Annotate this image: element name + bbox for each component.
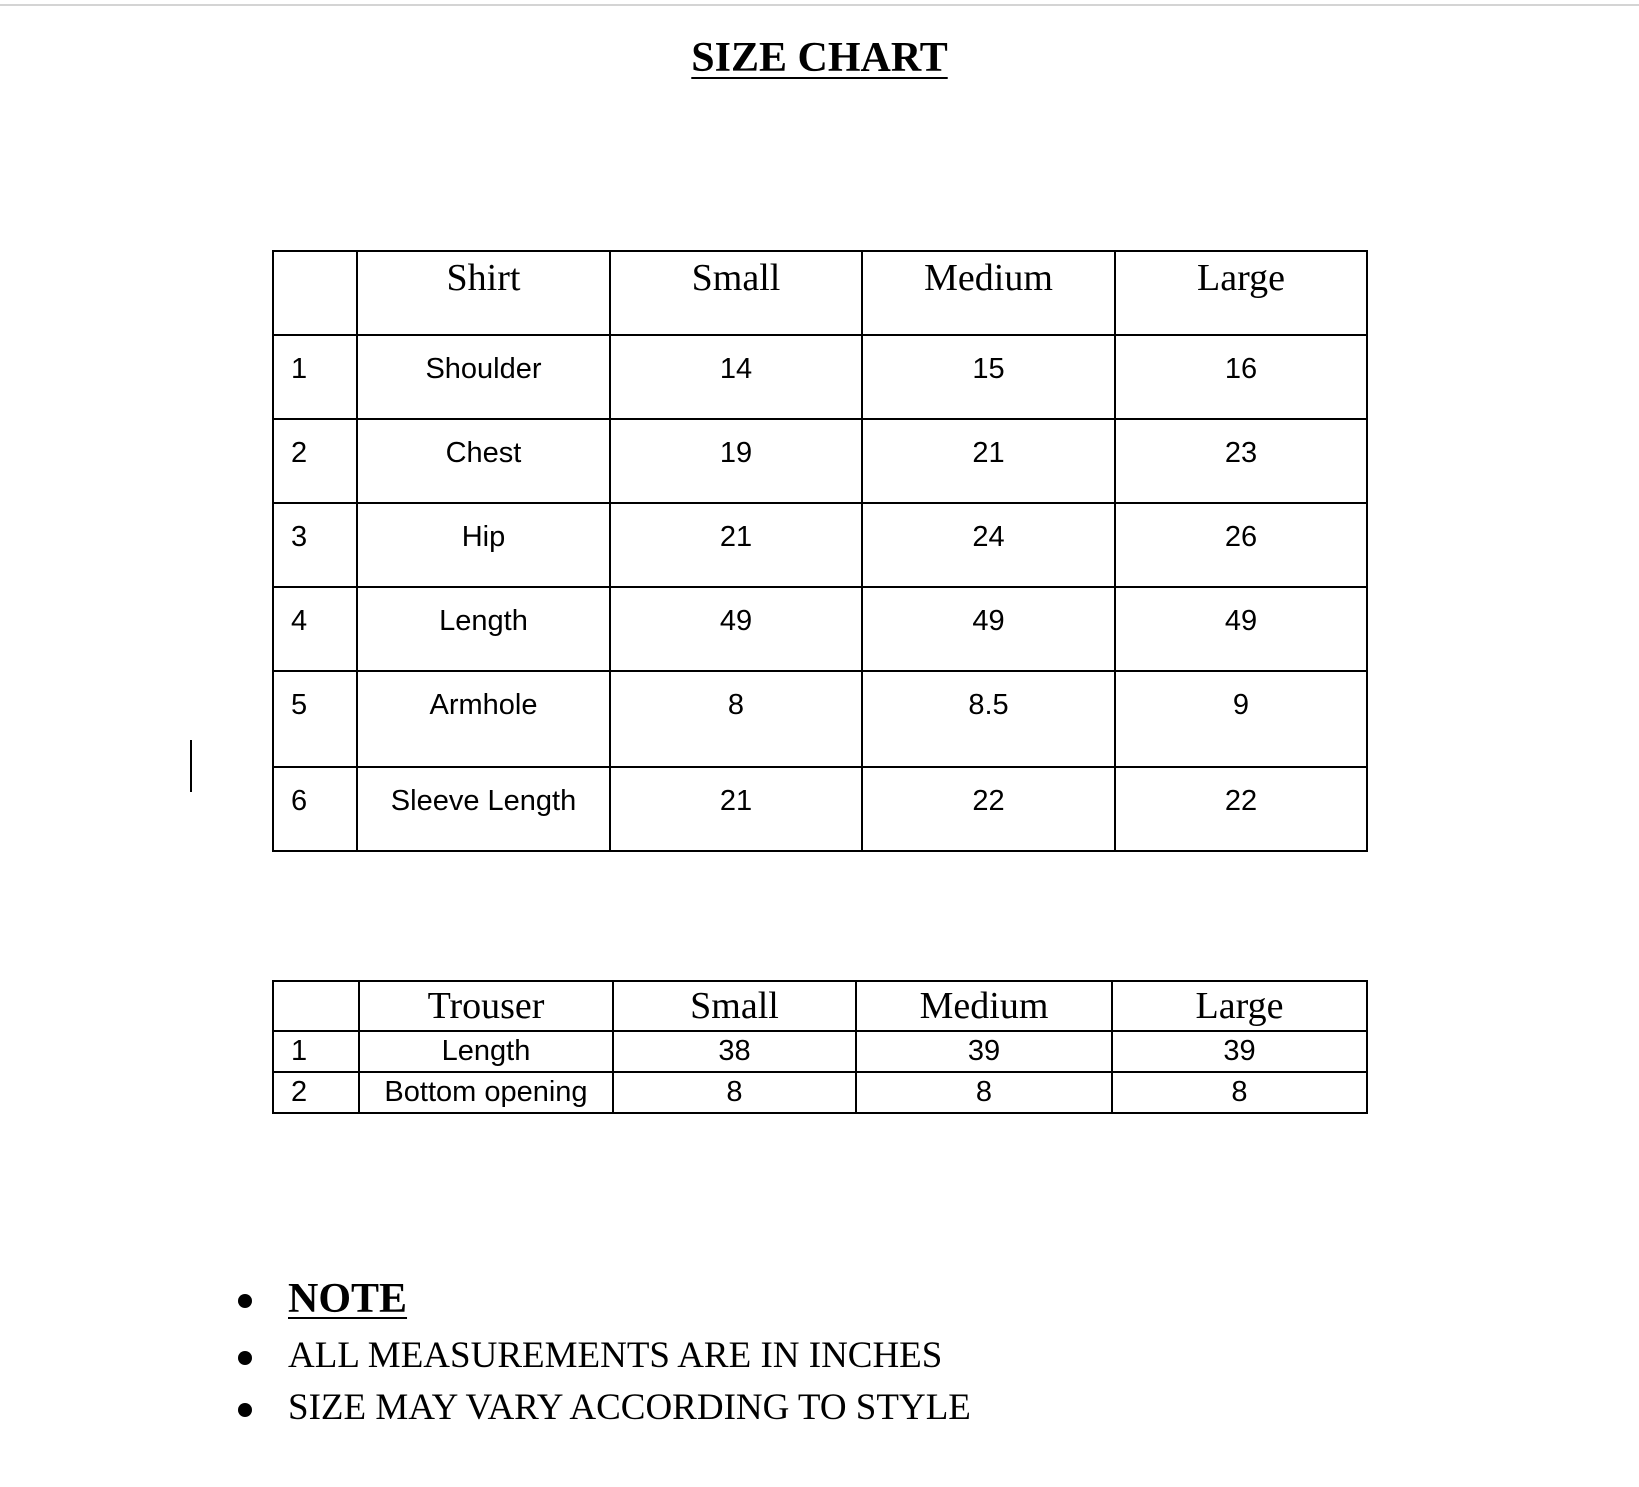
medium-value: 15: [862, 335, 1115, 419]
table-row: [273, 503, 1367, 587]
large-value: 49: [1115, 587, 1367, 671]
row-number: 2: [273, 1072, 359, 1113]
medium-value: 8: [856, 1072, 1112, 1113]
measurement-name: Shoulder: [357, 335, 610, 419]
note-item: [230, 1382, 971, 1434]
measurement-name: Sleeve Length: [357, 767, 610, 851]
large-value: 8: [1112, 1072, 1367, 1113]
medium-value: 49: [862, 587, 1115, 671]
header-cell-garment: Shirt: [357, 251, 610, 335]
row-number: 1: [273, 335, 357, 419]
row-number: 6: [273, 767, 357, 851]
bullet-icon: [238, 1294, 252, 1308]
small-value: 8: [613, 1072, 856, 1113]
small-value: 21: [610, 767, 862, 851]
text-cursor: [190, 740, 192, 792]
header-cell-medium: Medium: [856, 981, 1112, 1031]
table-row: [273, 1031, 1367, 1072]
page-title: SIZE CHART: [691, 35, 948, 81]
measurement-name: Hip: [357, 503, 610, 587]
medium-value: 21: [862, 419, 1115, 503]
large-value: 23: [1115, 419, 1367, 503]
large-value: 26: [1115, 503, 1367, 587]
small-value: 14: [610, 335, 862, 419]
header-cell-index: [273, 251, 357, 335]
note-heading: NOTE: [288, 1276, 408, 1322]
table-row: [273, 767, 1367, 851]
large-value: 16: [1115, 335, 1367, 419]
small-value: 19: [610, 419, 862, 503]
header-cell-large: Large: [1115, 251, 1367, 335]
small-value: 38: [613, 1031, 856, 1072]
header-cell-small: Small: [613, 981, 856, 1031]
note-heading-item: [230, 1270, 971, 1328]
row-number: 2: [273, 419, 357, 503]
measurement-name: Length: [357, 587, 610, 671]
small-value: 49: [610, 587, 862, 671]
measurement-name: Chest: [357, 419, 610, 503]
row-number: 4: [273, 587, 357, 671]
measurement-name: Length: [359, 1031, 613, 1072]
header-cell-index: [273, 981, 359, 1031]
shirt-size-table: [272, 250, 1368, 852]
row-number: 5: [273, 671, 357, 767]
bullet-icon: [238, 1351, 252, 1365]
large-value: 9: [1115, 671, 1367, 767]
note-text: SIZE MAY VARY ACCORDING TO STYLE: [288, 1387, 971, 1428]
medium-value: 24: [862, 503, 1115, 587]
table-row: [273, 671, 1367, 767]
table-row: [273, 1072, 1367, 1113]
notes-list: [230, 1270, 971, 1434]
measurement-name: Armhole: [357, 671, 610, 767]
table-row: [273, 335, 1367, 419]
note-text: ALL MEASUREMENTS ARE IN INCHES: [288, 1335, 943, 1376]
large-value: 39: [1112, 1031, 1367, 1072]
measurement-name: Bottom opening: [359, 1072, 613, 1113]
table-header-row: [273, 981, 1367, 1031]
header-cell-small: Small: [610, 251, 862, 335]
trouser-size-table: [272, 980, 1368, 1114]
table-row: [273, 419, 1367, 503]
medium-value: 22: [862, 767, 1115, 851]
medium-value: 39: [856, 1031, 1112, 1072]
row-number: 3: [273, 503, 357, 587]
bullet-icon: [238, 1403, 252, 1417]
medium-value: 8.5: [862, 671, 1115, 767]
small-value: 21: [610, 503, 862, 587]
top-divider: [0, 4, 1639, 6]
header-cell-garment: Trouser: [359, 981, 613, 1031]
header-cell-large: Large: [1112, 981, 1367, 1031]
header-cell-medium: Medium: [862, 251, 1115, 335]
large-value: 22: [1115, 767, 1367, 851]
row-number: 1: [273, 1031, 359, 1072]
note-item: [230, 1330, 971, 1382]
table-row: [273, 587, 1367, 671]
table-header-row: [273, 251, 1367, 335]
small-value: 8: [610, 671, 862, 767]
